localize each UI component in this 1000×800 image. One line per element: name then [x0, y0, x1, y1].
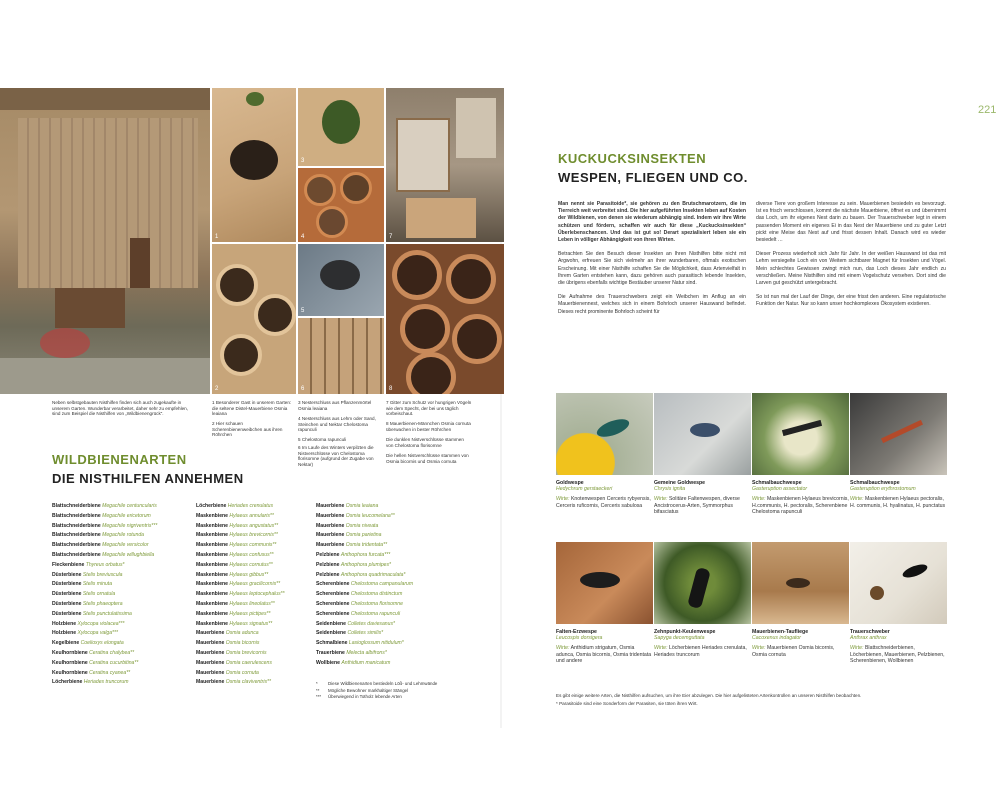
species-latin: Hylaeus annularis**: [229, 512, 274, 519]
species-genus: Maskenbiene: [196, 542, 228, 549]
species-latin: Anthidium manicatum: [341, 659, 391, 666]
footnote: * Diese Wildbienenarten bestiedeln Löß- und Lehmwände: [316, 681, 438, 686]
species-latin: Megachile versicolor: [102, 542, 149, 549]
species-latin: Thyreus orbatus*: [85, 561, 125, 568]
species-genus: Scherenbiene: [316, 600, 350, 607]
species-genus: Mauerbiene: [316, 503, 345, 509]
species-row: [196, 610, 285, 620]
species-latin: Ceratina cucurbitina**: [89, 659, 139, 666]
paragraph: Die Aufnahme des Trauerschwebers zeigt ein Weibchen im Anflug an ein Mauerbienennest, welches sich in einem Bohrloch unserer Hauswand befindet. Dieses recht prominente Bohrloch scheint für: [558, 294, 746, 315]
species-latin: Megachile ericetorum: [102, 512, 151, 519]
photo-number: 7: [389, 234, 393, 240]
species-genus: Seidenbiene: [316, 630, 347, 637]
species-latin: Chelostoma rapunculi: [350, 610, 401, 617]
species-latin: Lasioglossum nitidulum*: [348, 640, 404, 647]
photo-number: 5: [301, 308, 305, 314]
species-row: [52, 649, 157, 659]
footnote: *** Überwiegend in Totholz lebende Arten: [316, 694, 402, 699]
species-row: [196, 561, 285, 571]
species-latin: Stelis punctulatissima: [82, 610, 132, 617]
species-genus: Wollbiene: [316, 659, 340, 666]
species-latin: Hylaeus cornutus**: [229, 561, 273, 568]
species-row: [52, 502, 157, 512]
species-genus: Kegelbiene: [52, 640, 80, 647]
species-genus: Düsterbiene: [52, 571, 82, 578]
species-latin: Stelis breviuscula: [82, 571, 123, 578]
caption-6: 6 Im Laufe des Winters verpilzten die Nistverschlüsse von Chelostoma florisomne (aufgrund der Zugabe von Nektar): [298, 445, 374, 467]
species-genus: Scherenbiene: [316, 610, 350, 617]
insect-latin: Hedychrum gerstaeckeri: [556, 486, 613, 493]
species-row: [52, 610, 157, 620]
species-genus: Blattschneiderbiene: [52, 542, 101, 549]
footnote: ** Mögliche Bewohner markhaltiger Stängel: [316, 687, 409, 693]
photo-number: 3: [301, 158, 305, 164]
caption-8: 8 Mauerbienen-Männchen Osmia cornuta überwachen in bester Röhrchen: [386, 421, 471, 432]
species-row: [316, 541, 413, 551]
species-row: [52, 629, 157, 639]
species-genus: Holzbiene: [52, 620, 77, 627]
species-genus: Pelzbiene: [316, 561, 340, 568]
species-row: [52, 522, 157, 532]
species-genus: Düsterbiene: [52, 581, 82, 588]
insect-name: Falten-Erzwespe: [556, 629, 597, 635]
species-genus: Blattschneiderbiene: [52, 503, 101, 509]
species-row: [196, 678, 285, 688]
species-latin: Osmia tridentata**: [345, 542, 388, 549]
species-row: [316, 561, 413, 571]
insect-card: [752, 629, 849, 658]
insect-photo-mauerbienen-taufliege: [752, 542, 849, 624]
insect-hosts: Wirte: Maskenbienen Hylaeus brevicornis, H.communis, H. pectoralis, Scherenbiene Chelostoma rapunculi: [752, 496, 849, 515]
species-genus: Trauerbiene: [316, 649, 345, 656]
species-genus: Maskenbiene: [196, 610, 228, 617]
species-latin: Megachile nigriventris***: [102, 522, 158, 529]
page-title: WESPEN, FLIEGEN UND CO.: [558, 170, 748, 185]
species-row: [196, 669, 285, 679]
species-row: [52, 571, 157, 581]
species-genus: Keulhornbiene: [52, 649, 88, 656]
species-genus: Maskenbiene: [196, 571, 228, 578]
body-col1: [558, 201, 746, 316]
insect-latin: Gasteruption assectator: [752, 486, 808, 493]
species-latin: Osmia cornuta: [225, 669, 259, 676]
species-list-col2: [196, 502, 285, 688]
photo-7: [386, 88, 504, 242]
paragraph: Dieser Prozess wiederholt sich Jahr für Jahr. In der weißen Hauswand ist das mit Lehm versiegelte Loch ein von Weitem sichtbarer Magnet für Insekten und Vögel. Mein schlechtes Gewissen zwingt mich nun, das Loch dieses Jahr endlich zu verschließen. Meine Nisthilfen sind mit einem Vogelschutz versehen. Dort sind die Larven gut geschützt untergebracht.: [756, 251, 946, 287]
species-latin: Chelostoma campanularum: [350, 581, 414, 588]
species-row: [52, 659, 157, 669]
species-genus: Keulhornbiene: [52, 669, 88, 676]
species-genus: Blattschneiderbiene: [52, 522, 101, 529]
species-row: [316, 522, 413, 532]
kicker: KUCKUCKSINSEKTEN: [558, 151, 707, 166]
species-genus: Blattschneiderbiene: [52, 512, 101, 519]
species-latin: Heriades truncorum: [83, 679, 129, 686]
species-genus: Schmalbiene: [316, 640, 348, 647]
insect-photo-zehnpunkt-keulenwespe: [654, 542, 751, 624]
species-row: [316, 580, 413, 590]
caption-10: Die hellen Nistverschlüsse stammen von Osmia bicornis und Osmia cornuta: [386, 453, 469, 464]
species-row: [196, 541, 285, 551]
species-genus: Scherenbiene: [316, 581, 350, 588]
species-row: [316, 620, 413, 630]
species-row: [52, 512, 157, 522]
species-row: [196, 571, 285, 581]
species-latin: Anthophora plumipes*: [340, 561, 392, 568]
caption-main: Neben selbstgebauten Nisthilfen finden sich auch zugekaufte in unserem Garten. Wunderbar verarbeitet, daher sehr zu empfehlen, sind zum Beispiel die Nisthilfen von „Wildbienengrück“.: [52, 400, 189, 417]
photo-number: 1: [215, 234, 219, 240]
species-row: [196, 629, 285, 639]
body-col2: [756, 201, 946, 309]
species-latin: Xylocopa violacea***: [77, 620, 125, 627]
insect-photo-falten-erzwespe: [556, 542, 653, 624]
species-genus: Maskenbiene: [196, 620, 228, 627]
insect-hosts: Wirte: Blattschneiderbienen, Löcherbienen, Mauerbienen, Pelzbienen, Scherenbienen, Wollbienen: [850, 645, 945, 664]
insect-photo-trauerschweber: [850, 542, 947, 624]
caption-3: 3 Nesterschluss aus Pflanzenmörtel Osmia leaiana: [298, 400, 372, 411]
insect-card: [654, 480, 751, 515]
species-row: [316, 590, 413, 600]
species-row: [316, 502, 413, 512]
caption-2: 2 Hier schauen Scherenbienenweibchen aus ihren Röhrchen: [212, 421, 283, 438]
species-latin: Coelioxys elongata: [80, 640, 124, 647]
species-row: [316, 531, 413, 541]
species-row: [52, 580, 157, 590]
caption-9: Die dunklen Nistverschlüsse stammen von Chelostoma florisomne: [386, 437, 464, 448]
photo-6: [298, 318, 384, 394]
photo-number: 4: [301, 234, 305, 240]
caption-4: 4 Nesterschluss aus Lehm oder Sand, Steinchen und Nektar Chelostoma rapunculi: [298, 416, 376, 433]
species-genus: Löcherbiene: [196, 503, 227, 509]
insect-latin: Sapyga decemguttata: [654, 635, 705, 642]
species-row: [316, 629, 413, 639]
species-genus: Mauerbiene: [316, 542, 345, 549]
species-latin: Hylaeus gibbus**: [229, 571, 269, 578]
species-latin: Hylaeus leptocephalus**: [229, 591, 285, 598]
species-latin: Anthophora quadrimaculata*: [340, 571, 406, 578]
footer-note: Es gibt einige weitere Arten, die Nisthilfen aufsuchen, um ihre Eier abzulegen. Die hier aufgelisteten Artenkontrollen an unseren Nisthilfen beobachten.: [556, 693, 862, 698]
species-latin: Osmia claviventris**: [225, 679, 272, 686]
species-latin: Anthophora furcata***: [340, 551, 391, 558]
species-row: [196, 639, 285, 649]
species-genus: Maskenbiene: [196, 532, 228, 539]
species-genus: Scherenbiene: [316, 591, 350, 598]
species-genus: Mauerbiene: [196, 659, 225, 666]
species-latin: Osmia caerulescens: [225, 659, 272, 666]
caption-1: 1 Besonderer Gast in unserem Garten: die seltene Distel-Mauerbiene Osmia leaiana: [212, 400, 292, 417]
insect-latin: Gasteruption erythrostomum: [850, 486, 916, 493]
section-subtitle: DIE NISTHILFEN ANNEHMEN: [52, 471, 244, 486]
species-genus: Maskenbiene: [196, 561, 228, 568]
species-row: [196, 600, 285, 610]
species-row: [52, 551, 157, 561]
species-genus: Maskenbiene: [196, 512, 228, 519]
species-latin: Hylaeus lineolatus**: [229, 600, 275, 607]
species-latin: Hylaeus angustatus**: [229, 522, 279, 529]
paragraph: Man nennt sie Parasitoide*, sie gehören zu den Brutschmarotzern, die im Tierreich weit verbreitet sind. Die hier aufgeführten Insekten leben auf Kosten der Wildbienen, von denen sie wiederum abhängig sind. Indem wir ihre Wirte schützen und fördern, schaffen wir auch für diese „Kuckucksinsekten“ Überlebenschancen. Und das ist gut so! Derart spezialisiert leben sie ein Leben in völliger Abhängigkeit von ihren Wirten.: [558, 201, 746, 244]
species-latin: Megachile willughbiella: [102, 551, 155, 558]
species-latin: Heriades crenulatus: [227, 503, 274, 509]
species-genus: Löcherbiene: [52, 679, 83, 686]
species-row: [316, 639, 413, 649]
insect-card: [556, 629, 653, 664]
species-row: [52, 639, 157, 649]
insect-latin: Cacoxenus indagator: [752, 635, 802, 642]
insect-hosts: Wirte: Mauerbienen Osmia bicornis, Osmia cornuta: [752, 645, 835, 658]
species-genus: Mauerbiene: [196, 649, 225, 656]
insect-card: [654, 629, 751, 658]
species-row: [196, 512, 285, 522]
species-latin: Hylaeus brevicornis**: [229, 532, 278, 539]
insect-hosts: Wirte: Solitäre Faltenwespen, diverse Ancistrocerus-Arten, Symmorphus bifasciatus: [654, 496, 740, 515]
species-genus: Düsterbiene: [52, 591, 82, 598]
insect-photo-schmalbauchwespe-2: [850, 393, 947, 475]
species-genus: Mauerbiene: [196, 630, 225, 637]
page-number: 221: [978, 104, 997, 116]
species-row: [316, 659, 413, 669]
photo-number: 6: [301, 386, 305, 392]
species-genus: Maskenbiene: [196, 591, 228, 598]
species-row: [52, 561, 157, 571]
species-row: [196, 531, 285, 541]
species-row: [316, 610, 413, 620]
species-latin: Hylaeus signatus**: [229, 620, 273, 627]
insect-name: Mauerbienen-Taufliege: [752, 629, 809, 635]
species-genus: Mauerbiene: [196, 669, 225, 676]
species-row: [52, 531, 157, 541]
species-row: [316, 512, 413, 522]
species-genus: Düsterbiene: [52, 610, 82, 617]
footnotes: [316, 681, 437, 701]
photo-3: [298, 88, 384, 166]
species-row: [52, 600, 157, 610]
species-latin: Chelostoma distinctum: [350, 591, 403, 598]
species-latin: Stelis minuta: [82, 581, 113, 588]
photo-2: [212, 244, 296, 394]
species-latin: Osmia brevicornis: [225, 649, 267, 656]
species-list-col3: [316, 502, 413, 669]
species-genus: Holzbiene: [52, 630, 77, 637]
insect-name: Zehnpunkt-Keulenwespe: [654, 629, 716, 635]
paragraph: So ist nun mal der Lauf der Dinge, der eine frisst den anderen. Eine regulatorische Funktion der Natur. Nur so kann unser hochkomplexes Ökosystem existieren.: [756, 294, 946, 308]
species-genus: Mauerbiene: [196, 679, 225, 686]
insect-hosts: Wirte: Löcherbienen Heriades crenulata, Heriades truncorum: [654, 645, 747, 658]
species-latin: Osmia leaiana: [345, 503, 379, 509]
species-genus: Maskenbiene: [196, 551, 228, 558]
species-genus: Blattschneiderbiene: [52, 551, 101, 558]
species-latin: Hylaeus communis**: [229, 542, 277, 549]
photo-8: [386, 244, 504, 394]
species-latin: Ceratina cyanea**: [89, 669, 131, 676]
insect-photo-schmalbauchwespe-1: [752, 393, 849, 475]
species-genus: Blattschneiderbiene: [52, 532, 101, 539]
species-latin: Ceratina chalybea**: [89, 649, 135, 656]
species-row: [316, 600, 413, 610]
insect-name: Goldwespe: [556, 480, 584, 486]
species-genus: Seidenbiene: [316, 620, 347, 627]
species-latin: Hylaeus gracilicornis**: [229, 581, 281, 588]
insect-photo-goldwespe: [556, 393, 653, 475]
insect-photo-gemeine-goldwespe: [654, 393, 751, 475]
species-row: [196, 551, 285, 561]
species-latin: Hylaeus confusus**: [229, 551, 274, 558]
species-latin: Colletes similis*: [347, 630, 384, 637]
garden-photo: [0, 88, 210, 394]
species-genus: Maskenbiene: [196, 581, 228, 588]
photo-1: [212, 88, 296, 242]
species-row: [52, 669, 157, 679]
species-row: [316, 571, 413, 581]
species-row: [316, 649, 413, 659]
species-latin: Xylocopa valga***: [77, 630, 118, 637]
insect-card: [556, 480, 653, 509]
species-row: [196, 580, 285, 590]
insect-card: [850, 629, 947, 664]
species-latin: Megachile rotunda: [102, 532, 145, 539]
species-genus: Pelzbiene: [316, 551, 340, 558]
species-latin: Stelis ornatula: [82, 591, 116, 598]
insect-latin: Chrysis ignita: [654, 486, 686, 493]
species-list-col1: [52, 502, 157, 688]
insect-hosts: Wirte: Maskenbienen Hylaeus pectoralis, H. communis, H. hyalinatus, H. punctatus: [850, 496, 946, 509]
paragraph: Betrachten Sie den Besuch dieser Insekten an Ihren Nisthilfen bitte nicht mit Argwohn, erfreuen Sie sich vielmehr an ihrer wunderbaren, oftmals exotischen Erscheinung. Mit einer Nisthilfe schaffen Sie die Möglichkeit, dass Artenvielfalt in Ihrem Garten entstehen kann, dazu gehören auch parasitisch lebende Insekten, die übrigens ebenfalls wichtige Bestäuber unserer Natur sind.: [558, 251, 746, 287]
species-genus: Mauerbiene: [316, 512, 345, 519]
insect-latin: Leucospis dorsigera: [556, 635, 603, 642]
species-genus: Mauerbiene: [196, 640, 225, 647]
species-row: [196, 659, 285, 669]
species-row: [316, 551, 413, 561]
species-row: [196, 590, 285, 600]
species-latin: Colletes daviesanus*: [347, 620, 396, 627]
section-title: WILDBIENENARTEN: [52, 452, 187, 467]
insect-card: [752, 480, 849, 515]
species-latin: Chelostoma florisomne: [350, 600, 403, 607]
insect-hosts: Wirte: Anthidium strigatum, Osmia adunca, Osmia bicornis, Osmia tridentata und andere: [556, 645, 652, 664]
species-genus: Düsterbiene: [52, 600, 82, 607]
caption-5: 5 Chelostoma rapunculi: [298, 437, 347, 442]
species-latin: Osmia bicornis: [225, 640, 260, 647]
species-row: [196, 620, 285, 630]
species-row: [52, 590, 157, 600]
species-row: [52, 620, 157, 630]
footer-note: * Parasitoide sind eine Sonderform der Parasiten, sie töten ihren Wirt.: [556, 701, 698, 706]
species-row: [52, 678, 157, 688]
species-latin: Stelis phaeoptera: [82, 600, 123, 607]
species-latin: Osmia adunca: [225, 630, 259, 637]
photo-4: [298, 168, 384, 242]
photo-5: [298, 244, 384, 316]
insect-name: Gemeine Goldwespe: [654, 480, 706, 486]
photo-number: 2: [215, 386, 219, 392]
species-latin: Osmia leucomelana**: [345, 512, 395, 519]
species-genus: Maskenbiene: [196, 522, 228, 529]
paragraph: diverse Tiere von großem Interesse zu sein. Mauerbienen besiedeln es bevorzugt. Ist es frisch verschlossen, kommt die nächste Mauerbiene, öffnet es und übernimmt das Loch, um ihr eigenes Nest darin zu bauen. Der Trauerschweber legt in einem passenden Moment ein eigenes Ei in das Nest der Mauerbiene und zu guter Letzt pickt eine Meise das Nest auf und frisst dessen Inhalt. Danach wird es wieder besiedelt …: [756, 201, 946, 244]
species-latin: Osmia niveata: [345, 522, 379, 529]
species-latin: Melecta albifrons*: [346, 649, 387, 656]
caption-7: 7 Gitter zum Schutz vor hungrigen Vögeln wie dem Specht, der bei uns täglich vorbeischaut.: [386, 400, 472, 417]
insect-name: Schmalbauchwespe: [752, 480, 802, 486]
species-row: [52, 541, 157, 551]
species-row: [196, 502, 285, 512]
insect-latin: Anthrax anthrax: [850, 635, 887, 642]
species-genus: Keulhornbiene: [52, 659, 88, 666]
species-genus: Mauerbiene: [316, 522, 345, 529]
insect-hosts: Wirte: Knotenwespen Cerceris rybyensis, Cerceris ruficornis, Cerceris sabulosa: [556, 496, 651, 509]
insect-name: Trauerschweber: [850, 629, 890, 635]
species-latin: Megachile centuncularis: [102, 503, 157, 509]
insect-card: [850, 480, 947, 509]
photo-number: 8: [389, 386, 393, 392]
species-genus: Mauerbiene: [316, 532, 345, 539]
species-genus: Maskenbiene: [196, 600, 228, 607]
species-genus: Fleckenbiene: [52, 561, 85, 568]
species-latin: Hylaeus pictipes**: [229, 610, 271, 617]
species-row: [196, 522, 285, 532]
species-row: [196, 649, 285, 659]
species-genus: Pelzbiene: [316, 571, 340, 578]
species-latin: Osmia parietina: [345, 532, 382, 539]
insect-name: Schmalbauchwespe: [850, 480, 900, 486]
